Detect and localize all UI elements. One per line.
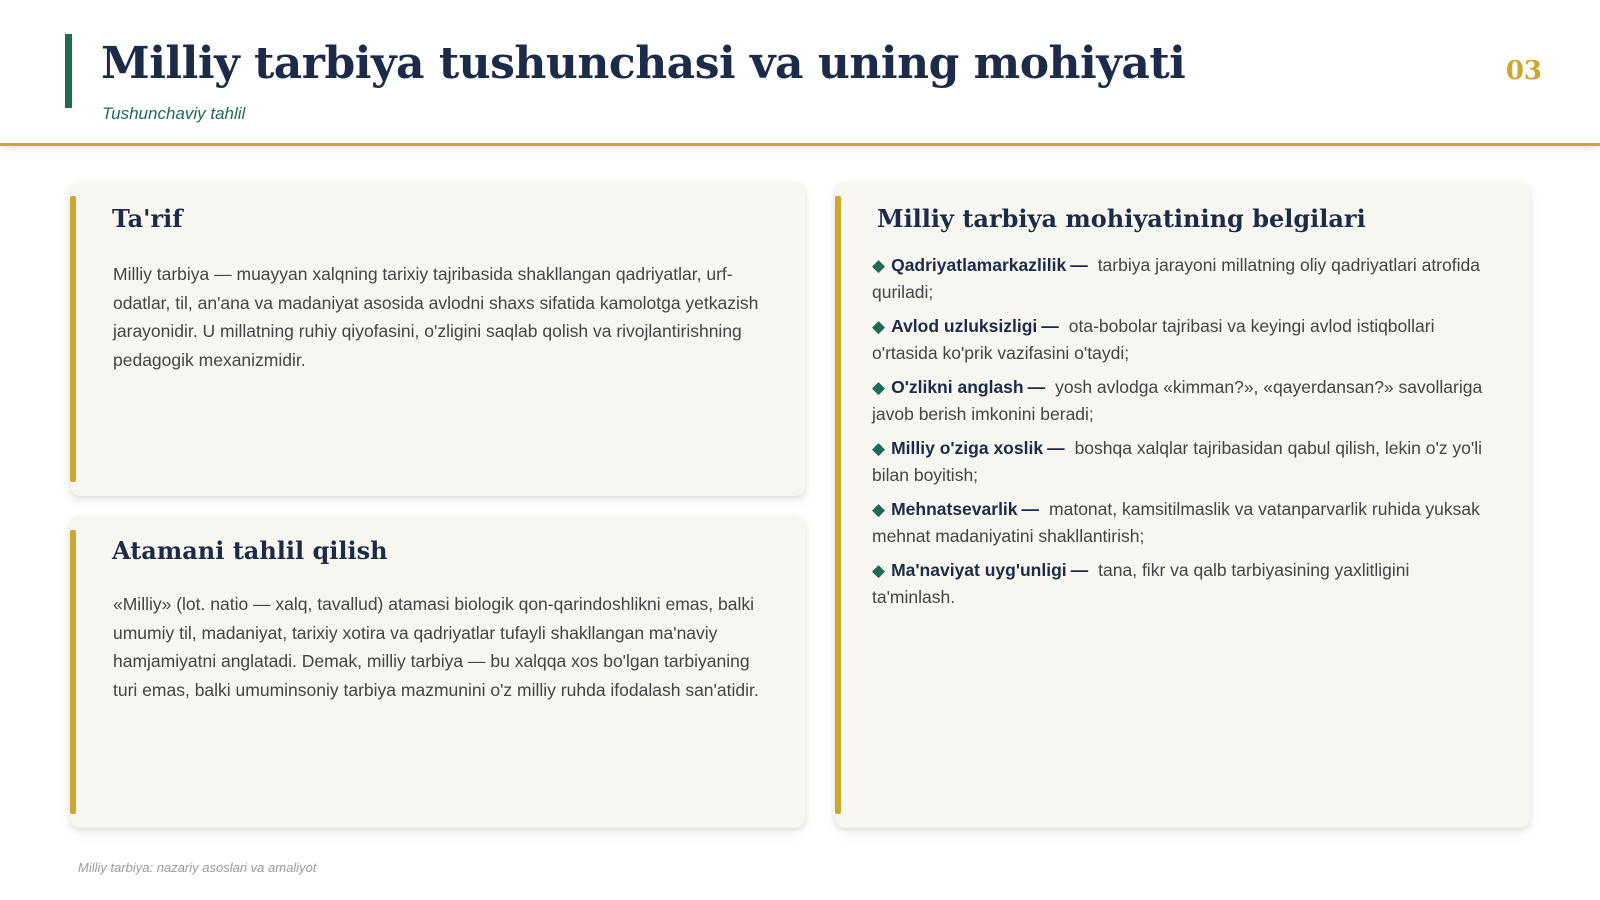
features-list — [872, 252, 1492, 618]
feature-term: Mehnatsevarlik — [891, 499, 1018, 519]
diamond-bullet-icon: ◆ — [872, 256, 886, 275]
feature-dash: — — [1070, 255, 1088, 275]
feature-dash: — — [1041, 316, 1059, 336]
feature-item — [872, 557, 1492, 611]
feature-term: O'zlikni anglash — [891, 377, 1024, 397]
feature-description: yosh avlodga «kimman?», «qayerdansan?» savollariga javob berish imkonini beradi; — [872, 377, 1483, 424]
feature-dash: — — [1027, 377, 1046, 397]
feature-item — [872, 496, 1492, 550]
diamond-bullet-icon: ◆ — [872, 561, 886, 580]
footer-text: Milliy tarbiya: nazariy asoslari va amaliyot — [78, 860, 317, 875]
diamond-bullet-icon: ◆ — [872, 378, 886, 397]
header-accent-bar — [65, 34, 72, 108]
feature-term: Avlod uzluksizligi — [891, 316, 1038, 336]
diamond-bullet-icon: ◆ — [872, 500, 886, 519]
page-title: Milliy tarbiya tushunchasi va uning mohiyati — [101, 38, 1186, 89]
feature-term: Milliy o'ziga xoslik — [891, 438, 1044, 458]
diamond-bullet-icon: ◆ — [872, 439, 886, 458]
definition-card — [70, 182, 805, 496]
analysis-card — [70, 516, 805, 828]
analysis-title: Atamani tahlil qilish — [112, 536, 388, 565]
feature-term: Ma'naviyat uyg'unligi — [891, 560, 1067, 580]
feature-item — [872, 435, 1492, 489]
feature-description: matonat, kamsitilmaslik va vatanparvarlik ruhida yuksak mehnat madaniyatini shakllantirish; — [872, 499, 1480, 546]
feature-item — [872, 252, 1492, 306]
feature-description: tana, fikr va qalb tarbiyasining yaxlitligini ta'minlash. — [872, 560, 1410, 607]
feature-term: Qadriyatlamarkazlilik — [891, 255, 1067, 275]
slide-header — [0, 0, 1600, 146]
feature-dash: — — [1021, 499, 1040, 519]
feature-description: tarbiya jarayoni millatning oliy qadriyatlari atrofida quriladi; — [872, 255, 1480, 302]
feature-description: ota-bobolar tajribasi va keyingi avlod istiqbollari o'rtasida ko'prik vazifasini o'taydi; — [872, 316, 1435, 363]
page-number: 03 — [1505, 56, 1542, 86]
features-card — [835, 182, 1530, 828]
feature-item — [872, 313, 1492, 367]
analysis-text: «Milliy» (lot. natio — xalq, tavallud) atamasi biologik qon-qarindoshlikni emas, balki umumiy til, madaniyat, tarixiy xotira va qadriyatlar tufayli shakllangan ma'naviy hamjamiyatni anglatadi. Demak, milliy tarbiya — bu xalqqa xos bo'lgan tarbiyaning turi emas, balki umuminsoniy tarbiya mazmunini o'z milliy ruhda ifodalash san'atidir. — [113, 594, 759, 700]
features-title: Milliy tarbiya mohiyatining belgilari — [877, 204, 1366, 233]
page-subtitle: Tushunchaviy tahlil — [102, 104, 246, 123]
diamond-bullet-icon: ◆ — [872, 317, 886, 336]
feature-item — [872, 374, 1492, 428]
feature-dash: — — [1047, 438, 1065, 458]
feature-dash: — — [1070, 560, 1089, 580]
feature-description: boshqa xalqlar tajribasidan qabul qilish, lekin o'z yo'li bilan boyitish; — [872, 438, 1483, 485]
definition-title: Ta'rif — [112, 204, 183, 233]
definition-text: Milliy tarbiya — muayyan xalqning tarixiy tajribasida shakllangan qadriyatlar, urf-odatlar, til, an'ana va madaniyat asosida avlodni shaxs sifatida kamolotga yetkazish jarayonidir. U millatning ruhiy qiyofasini, o'zligini saqlab qolish va rivojlantirishning pedagogik mexanizmidir. — [113, 264, 759, 370]
